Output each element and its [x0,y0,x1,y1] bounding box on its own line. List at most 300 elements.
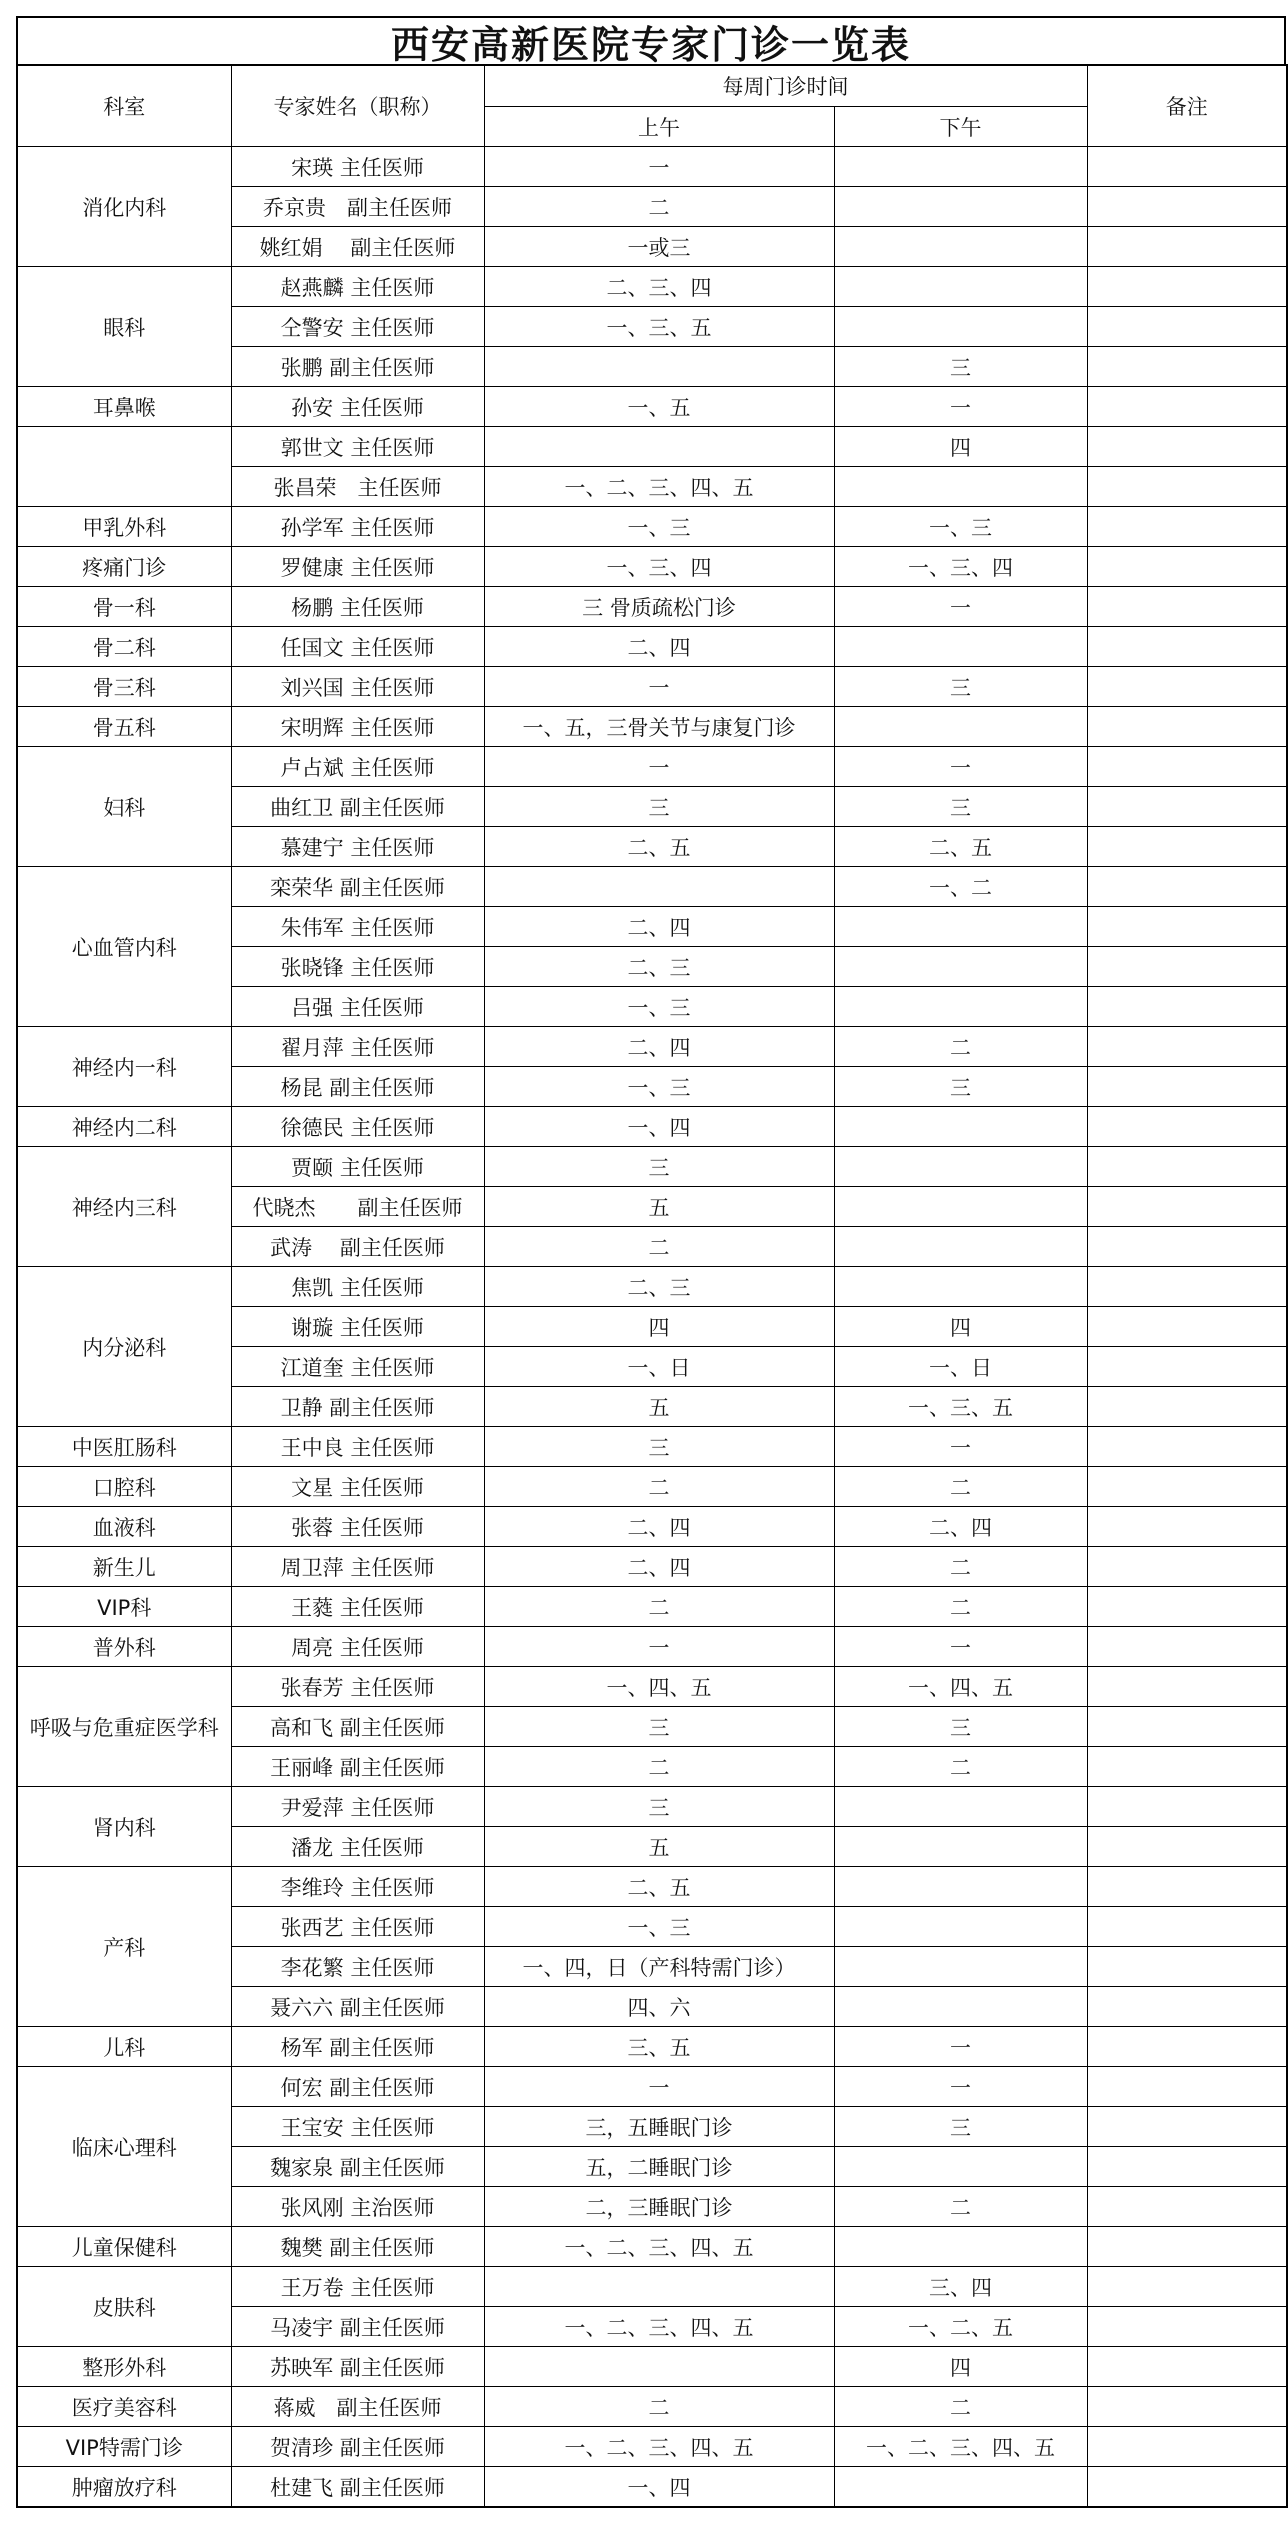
note-cell [1087,1987,1287,2027]
expert-cell: 王中良 主任医师 [231,1427,484,1467]
note-cell [1087,2227,1287,2267]
note-cell [1087,2427,1287,2467]
pm-cell: 三 [834,1707,1087,1747]
pm-cell [834,267,1087,307]
dept-cell: 临床心理科 [17,2067,231,2227]
dept-cell: 儿科 [17,2027,231,2067]
note-cell [1087,747,1287,787]
dept-cell: 神经内一科 [17,1027,231,1107]
dept-cell [17,427,231,507]
pm-cell [834,907,1087,947]
expert-cell: 张西艺 主任医师 [231,1907,484,1947]
note-cell [1087,147,1287,187]
pm-cell [834,1107,1087,1147]
pm-cell [834,1867,1087,1907]
expert-cell: 张晓锋 主任医师 [231,947,484,987]
table-row [17,1267,1287,1307]
pm-cell: 一、二、三、四、五 [834,2427,1087,2467]
expert-cell: 文星 主任医师 [231,1467,484,1507]
note-cell [1087,947,1287,987]
am-cell [484,867,834,907]
table-row [17,1467,1287,1507]
am-cell: 一、三 [484,507,834,547]
pm-cell: 三 [834,2107,1087,2147]
am-cell: 一 [484,2067,834,2107]
am-cell [484,2267,834,2307]
pm-cell [834,1787,1087,1827]
am-cell: 一 [484,747,834,787]
am-cell: 四、六 [484,1987,834,2027]
note-cell [1087,1187,1287,1227]
pm-cell: 三 [834,347,1087,387]
note-cell [1087,587,1287,627]
expert-cell: 杨鹏 主任医师 [231,587,484,627]
expert-cell: 高和飞 副主任医师 [231,1707,484,1747]
note-cell [1087,2387,1287,2427]
note-cell [1087,987,1287,1027]
pm-cell [834,147,1087,187]
note-cell [1087,2467,1287,2508]
expert-cell: 聂六六 副主任医师 [231,1987,484,2027]
am-cell: 一、三 [484,1907,834,1947]
dept-cell: 产科 [17,1867,231,2027]
dept-cell: 呼吸与危重症医学科 [17,1667,231,1787]
expert-cell: 张蓉 主任医师 [231,1507,484,1547]
table-row [17,147,1287,187]
expert-cell: 何宏 副主任医师 [231,2067,484,2107]
am-cell: 四 [484,1307,834,1347]
pm-cell [834,987,1087,1027]
dept-cell: 神经内三科 [17,1147,231,1267]
pm-cell [834,1267,1087,1307]
note-cell [1087,1147,1287,1187]
dept-cell: 内分泌科 [17,1267,231,1427]
note-cell [1087,1827,1287,1867]
am-cell: 一、三 [484,987,834,1027]
note-cell [1087,1947,1287,1987]
dept-cell: 妇科 [17,747,231,867]
note-cell [1087,307,1287,347]
pm-cell: 一、三 [834,507,1087,547]
am-cell [484,427,834,467]
table-row [17,2027,1287,2067]
dept-cell: 血液科 [17,1507,231,1547]
expert-cell: 杜建飞 副主任医师 [231,2467,484,2508]
am-cell: 三，五睡眠门诊 [484,2107,834,2147]
pm-cell [834,2467,1087,2508]
dept-cell: 皮肤科 [17,2267,231,2347]
note-cell [1087,2307,1287,2347]
note-cell [1087,467,1287,507]
expert-cell: 刘兴国 主任医师 [231,667,484,707]
table-row [17,2227,1287,2267]
pm-cell: 二 [834,1747,1087,1787]
header-pm: 下午 [834,107,1087,147]
pm-cell: 三 [834,1067,1087,1107]
pm-cell: 一 [834,2027,1087,2067]
am-cell: 三 [484,1707,834,1747]
note-cell [1087,427,1287,467]
am-cell: 二、四 [484,907,834,947]
note-cell [1087,907,1287,947]
table-row [17,2267,1287,2307]
note-cell [1087,2067,1287,2107]
am-cell: 三 [484,1427,834,1467]
table-row [17,1587,1287,1627]
am-cell: 二、四 [484,1027,834,1067]
note-cell [1087,1747,1287,1787]
dept-cell: 普外科 [17,1627,231,1667]
pm-cell: 一 [834,387,1087,427]
am-cell: 一、二、三、四、五 [484,2427,834,2467]
note-cell [1087,1347,1287,1387]
pm-cell: 三 [834,787,1087,827]
am-cell: 三 [484,787,834,827]
table-row [17,1547,1287,1587]
note-cell [1087,2107,1287,2147]
note-cell [1087,787,1287,827]
note-cell [1087,227,1287,267]
note-cell [1087,1787,1287,1827]
am-cell: 二 [484,1587,834,1627]
pm-cell: 一、四、五 [834,1667,1087,1707]
pm-cell: 四 [834,1307,1087,1347]
note-cell [1087,1587,1287,1627]
table-row [17,1107,1287,1147]
pm-cell: 二、四 [834,1507,1087,1547]
pm-cell: 二 [834,2387,1087,2427]
note-cell [1087,707,1287,747]
note-cell [1087,347,1287,387]
note-cell [1087,1467,1287,1507]
table-row [17,1147,1287,1187]
expert-cell: 张春芳 主任医师 [231,1667,484,1707]
page-title: 西安高新医院专家门诊一览表 [16,16,1286,64]
note-cell [1087,187,1287,227]
expert-cell: 任国文 主任医师 [231,627,484,667]
pm-cell: 二 [834,2187,1087,2227]
note-cell [1087,2147,1287,2187]
note-cell [1087,867,1287,907]
pm-cell [834,2147,1087,2187]
table-row [17,707,1287,747]
table-row [17,2467,1287,2508]
note-cell [1087,2187,1287,2227]
header-expert: 专家姓名（职称） [231,65,484,147]
expert-cell: 周卫萍 主任医师 [231,1547,484,1587]
am-cell: 二、四 [484,627,834,667]
am-cell: 五 [484,1827,834,1867]
am-cell: 五，二睡眠门诊 [484,2147,834,2187]
table-row [17,387,1287,427]
expert-cell: 慕建宁 主任医师 [231,827,484,867]
note-cell [1087,1667,1287,1707]
pm-cell: 一、二 [834,867,1087,907]
pm-cell [834,707,1087,747]
am-cell: 一、四 [484,2467,834,2508]
pm-cell: 四 [834,2347,1087,2387]
expert-cell: 吕强 主任医师 [231,987,484,1027]
pm-cell: 四 [834,427,1087,467]
am-cell: 二 [484,2387,834,2427]
note-cell [1087,1307,1287,1347]
expert-cell: 焦凯 主任医师 [231,1267,484,1307]
expert-cell: 赵燕麟 主任医师 [231,267,484,307]
dept-cell: 心血管内科 [17,867,231,1027]
am-cell: 三 骨质疏松门诊 [484,587,834,627]
note-cell [1087,1427,1287,1467]
expert-cell: 姚红娟 副主任医师 [231,227,484,267]
expert-cell: 周亮 主任医师 [231,1627,484,1667]
am-cell: 二、三 [484,1267,834,1307]
schedule-table [16,64,1288,2508]
header-dept: 科室 [17,65,231,147]
expert-cell: 杨军 副主任医师 [231,2027,484,2067]
pm-cell: 一、三、四 [834,547,1087,587]
expert-cell: 乔京贵 副主任医师 [231,187,484,227]
pm-cell [834,1147,1087,1187]
dept-cell: 骨三科 [17,667,231,707]
pm-cell: 二 [834,1587,1087,1627]
pm-cell: 三、四 [834,2267,1087,2307]
expert-cell: 马凌宇 副主任医师 [231,2307,484,2347]
expert-cell: 王宝安 主任医师 [231,2107,484,2147]
dept-cell: 医疗美容科 [17,2387,231,2427]
expert-cell: 曲红卫 副主任医师 [231,787,484,827]
dept-cell: 骨一科 [17,587,231,627]
dept-cell: 肿瘤放疗科 [17,2467,231,2508]
pm-cell [834,1187,1087,1227]
table-row [17,1867,1287,1907]
dept-cell: VIP科 [17,1587,231,1627]
note-cell [1087,627,1287,667]
am-cell: 一、三 [484,1067,834,1107]
pm-cell: 一 [834,1627,1087,1667]
pm-cell: 二 [834,1547,1087,1587]
am-cell: 三、五 [484,2027,834,2067]
am-cell: 一 [484,667,834,707]
am-cell: 三 [484,1787,834,1827]
am-cell: 二 [484,1227,834,1267]
am-cell: 二、三、四 [484,267,834,307]
am-cell: 一、四 [484,1107,834,1147]
expert-cell: 江道奎 主任医师 [231,1347,484,1387]
pm-cell [834,627,1087,667]
table-row [17,1667,1287,1707]
am-cell: 一、日 [484,1347,834,1387]
am-cell: 一、二、三、四、五 [484,467,834,507]
expert-cell: 谢璇 主任医师 [231,1307,484,1347]
expert-cell: 孙安 主任医师 [231,387,484,427]
table-row [17,667,1287,707]
expert-cell: 宋瑛 主任医师 [231,147,484,187]
am-cell: 一、三、四 [484,547,834,587]
expert-cell: 栾荣华 副主任医师 [231,867,484,907]
table-row [17,507,1287,547]
am-cell: 二 [484,187,834,227]
pm-cell: 三 [834,667,1087,707]
table-row [17,1427,1287,1467]
expert-cell: 魏家泉 副主任医师 [231,2147,484,2187]
pm-cell [834,307,1087,347]
expert-cell: 贺清珍 副主任医师 [231,2427,484,2467]
dept-cell: 整形外科 [17,2347,231,2387]
pm-cell [834,1827,1087,1867]
expert-cell: 蒋威 副主任医师 [231,2387,484,2427]
table-row [17,747,1287,787]
pm-cell: 一、二、五 [834,2307,1087,2347]
expert-cell: 李维玲 主任医师 [231,1867,484,1907]
expert-cell: 代晓杰 副主任医师 [231,1187,484,1227]
pm-cell [834,2227,1087,2267]
note-cell [1087,267,1287,307]
pm-cell: 一 [834,747,1087,787]
note-cell [1087,1027,1287,1067]
pm-cell: 一 [834,587,1087,627]
table-row [17,547,1287,587]
am-cell: 二、五 [484,1867,834,1907]
dept-cell: 耳鼻喉 [17,387,231,427]
expert-cell: 张风刚 主治医师 [231,2187,484,2227]
note-cell [1087,2347,1287,2387]
dept-cell: 口腔科 [17,1467,231,1507]
dept-cell: 神经内二科 [17,1107,231,1147]
table-row [17,587,1287,627]
am-cell: 二 [484,1467,834,1507]
am-cell: 一、二、三、四、五 [484,2227,834,2267]
expert-cell: 李花繁 主任医师 [231,1947,484,1987]
table-row [17,1787,1287,1827]
note-cell [1087,387,1287,427]
am-cell: 一、四、五 [484,1667,834,1707]
pm-cell [834,1947,1087,1987]
note-cell [1087,1707,1287,1747]
pm-cell: 一 [834,2067,1087,2107]
pm-cell [834,227,1087,267]
table-row [17,1027,1287,1067]
pm-cell [834,947,1087,987]
expert-cell: 魏樊 副主任医师 [231,2227,484,2267]
table-row [17,627,1287,667]
table-row [17,2347,1287,2387]
am-cell: 五 [484,1387,834,1427]
dept-cell: 疼痛门诊 [17,547,231,587]
expert-cell: 卫静 副主任医师 [231,1387,484,1427]
am-cell: 五 [484,1187,834,1227]
note-cell [1087,1067,1287,1107]
note-cell [1087,2027,1287,2067]
dept-cell: 眼科 [17,267,231,387]
pm-cell: 二、五 [834,827,1087,867]
note-cell [1087,1227,1287,1267]
am-cell: 二、四 [484,1507,834,1547]
dept-cell: 中医肛肠科 [17,1427,231,1467]
am-cell: 二，三睡眠门诊 [484,2187,834,2227]
table-row [17,1507,1287,1547]
note-cell [1087,1547,1287,1587]
table-row [17,2067,1287,2107]
expert-cell: 尹爱萍 主任医师 [231,1787,484,1827]
dept-cell: 肾内科 [17,1787,231,1867]
expert-cell: 宋明辉 主任医师 [231,707,484,747]
schedule-body [17,147,1287,2508]
expert-cell: 郭世文 主任医师 [231,427,484,467]
pm-cell: 一、三、五 [834,1387,1087,1427]
expert-cell: 仝警安 主任医师 [231,307,484,347]
note-cell [1087,667,1287,707]
note-cell [1087,547,1287,587]
note-cell [1087,1627,1287,1667]
dept-cell: 消化内科 [17,147,231,267]
pm-cell [834,467,1087,507]
pm-cell [834,1907,1087,1947]
expert-cell: 王丽峰 副主任医师 [231,1747,484,1787]
expert-cell: 卢占斌 主任医师 [231,747,484,787]
table-row [17,2387,1287,2427]
expert-cell: 翟月萍 主任医师 [231,1027,484,1067]
expert-cell: 苏映军 副主任医师 [231,2347,484,2387]
am-cell: 二、四 [484,1547,834,1587]
am-cell [484,347,834,387]
pm-cell: 二 [834,1467,1087,1507]
pm-cell [834,1227,1087,1267]
note-cell [1087,1267,1287,1307]
expert-cell: 武涛 副主任医师 [231,1227,484,1267]
am-cell [484,2347,834,2387]
pm-cell [834,1987,1087,2027]
expert-cell: 张鹏 副主任医师 [231,347,484,387]
note-cell [1087,1107,1287,1147]
note-cell [1087,1387,1287,1427]
table-row [17,2427,1287,2467]
pm-cell: 一 [834,1427,1087,1467]
am-cell: 三 [484,1147,834,1187]
dept-cell: 儿童保健科 [17,2227,231,2267]
am-cell: 一 [484,147,834,187]
expert-cell: 王蕤 主任医师 [231,1587,484,1627]
am-cell: 一或三 [484,227,834,267]
expert-cell: 王万卷 主任医师 [231,2267,484,2307]
am-cell: 二、三 [484,947,834,987]
expert-cell: 罗健康 主任医师 [231,547,484,587]
am-cell: 一 [484,1627,834,1667]
am-cell: 一、二、三、四、五 [484,2307,834,2347]
am-cell: 二 [484,1747,834,1787]
expert-cell: 张昌荣 主任医师 [231,467,484,507]
dept-cell: 骨五科 [17,707,231,747]
dept-cell: VIP特需门诊 [17,2427,231,2467]
header-note: 备注 [1087,65,1287,147]
dept-cell: 甲乳外科 [17,507,231,547]
pm-cell: 二 [834,1027,1087,1067]
note-cell [1087,507,1287,547]
expert-cell: 朱伟军 主任医师 [231,907,484,947]
table-row [17,1627,1287,1667]
dept-cell: 新生儿 [17,1547,231,1587]
expert-cell: 潘龙 主任医师 [231,1827,484,1867]
table-row [17,427,1287,467]
expert-cell: 杨昆 副主任医师 [231,1067,484,1107]
note-cell [1087,1907,1287,1947]
expert-cell: 孙学军 主任医师 [231,507,484,547]
note-cell [1087,1867,1287,1907]
expert-cell: 徐德民 主任医师 [231,1107,484,1147]
am-cell: 一、四，日（产科特需门诊） [484,1947,834,1987]
note-cell [1087,827,1287,867]
am-cell: 二、五 [484,827,834,867]
header-weekly: 每周门诊时间 [484,65,1087,107]
pm-cell [834,187,1087,227]
